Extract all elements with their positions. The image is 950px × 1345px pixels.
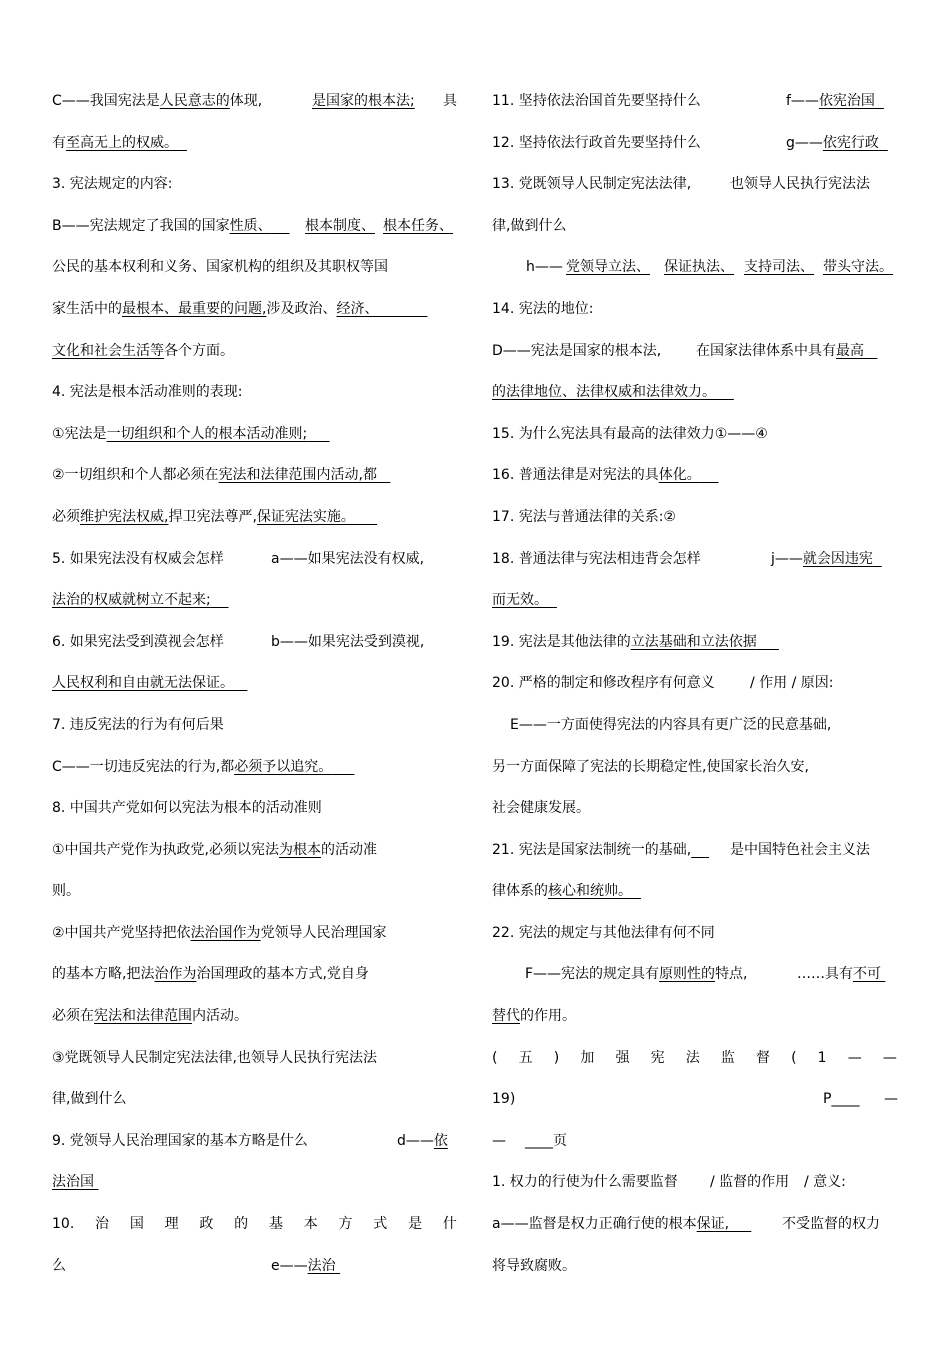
text: 律体系的 (492, 883, 548, 900)
text-line (492, 591, 897, 633)
question-heading (492, 300, 897, 342)
text: 体现, (229, 93, 263, 109)
text: 特点, (715, 966, 748, 983)
text: F——宪法的规定具有 (525, 966, 660, 983)
text: ( (492, 1049, 498, 1066)
underlined-text: 根本制度、 (305, 217, 375, 234)
underlined-text: 核心和统帅。 (548, 883, 632, 900)
text: j—— (771, 550, 803, 567)
text: C——一切违反宪法的行为,都 (52, 758, 235, 775)
underlined-text: 法治 (307, 1257, 336, 1274)
text: 方 (338, 1216, 353, 1233)
text-line (492, 550, 897, 592)
underlined-text: 的法律地位、 (492, 384, 576, 401)
text: 是 (408, 1216, 423, 1233)
text-line (492, 383, 897, 425)
text: B——宪法规定了我国的国家 (52, 217, 230, 234)
text: 12. 坚持依法行政首先要坚持什么 (492, 134, 701, 151)
answer (786, 134, 888, 152)
text: ……具有 (797, 966, 853, 983)
text: 监 (720, 1049, 735, 1066)
text: 必须 (52, 508, 80, 525)
text: 8. 中国共产党如何以宪法为根本的活动准则 (52, 800, 322, 817)
text: h—— (526, 259, 563, 276)
text-line (52, 965, 457, 1007)
text: ③党既领导人民制定宪法法律,也领导人民执行宪法法 (52, 1049, 377, 1066)
text: 3. 宪法规定的内容: (52, 176, 173, 193)
text-line (52, 466, 457, 508)
text: 在国家法律体系中具有 (696, 342, 836, 359)
text: 的活动准 (321, 841, 378, 858)
right-column (492, 92, 897, 1298)
underlined-text: 治作为 (154, 966, 197, 983)
question-heading (52, 799, 457, 841)
text: 加 (580, 1049, 595, 1066)
text: b——如果宪法受到漠视, (271, 633, 425, 650)
text: 的基本方略,把法 (52, 966, 155, 983)
text: 治国理政的基本方式,党自身 (196, 966, 369, 983)
text: 式 (373, 1216, 388, 1233)
text: 15. 为什么宪法具有最高的法律效力①——④ (492, 425, 768, 442)
text: 20. 严格的制定和修改程序有何意义 (492, 675, 715, 692)
text-line (492, 92, 897, 134)
text-segment (797, 965, 885, 983)
underlined-text: 法治国作为 (190, 924, 261, 941)
text: — (492, 1132, 506, 1149)
underlined-text: 宪法和法律范围 (94, 1008, 192, 1025)
text: 6. 如果宪法受到漠视会怎样 (52, 633, 224, 650)
text-line (492, 882, 897, 924)
text: ①宪法是 (52, 425, 107, 442)
underlined-text: 根本任务、 (383, 217, 453, 234)
text: 理 (164, 1216, 179, 1233)
left-column (52, 92, 457, 1298)
text-line (492, 799, 897, 841)
text-line (492, 1049, 897, 1091)
text: d—— (397, 1132, 434, 1149)
underlined-text: 替代 (492, 1008, 520, 1025)
text: 10. (52, 1216, 75, 1233)
text-line (52, 841, 457, 883)
text: 1. 权力的行使为什么需要监督 (492, 1174, 678, 1191)
underlined-text: 法律权威和 (576, 384, 646, 401)
text-line (492, 1007, 897, 1049)
text-line (492, 466, 897, 508)
text: 22. 宪法的规定与其他法律有何不同 (492, 924, 715, 941)
text-line (492, 674, 897, 716)
answer (771, 550, 882, 568)
underlined-text: 党领导立法、 (566, 259, 650, 276)
text: f—— (786, 93, 819, 109)
text-line (492, 342, 897, 384)
text: 另一方面保障了宪法的长期稳定性,使国家长治久安, (492, 758, 809, 775)
underlined-text: 支持司法、 (744, 259, 814, 276)
text: 家生活中的 (52, 300, 122, 317)
text: 督 (755, 1049, 770, 1066)
text-segment (525, 965, 748, 983)
text-line (52, 758, 457, 800)
text: ____页 (525, 1132, 567, 1149)
underlined-text: 依宪治国 (818, 93, 875, 109)
text: 律,做到什么 (52, 1091, 127, 1108)
text: 公民的基本权利和义务、国家机构的组织及其职权等国 (52, 259, 388, 276)
text: ( (791, 1049, 797, 1066)
text: 律,做到什么 (492, 217, 567, 234)
text-line (52, 1257, 457, 1299)
underlined-text: 而无效。 (492, 592, 548, 609)
text-line (52, 550, 457, 592)
text-line (52, 508, 457, 550)
underlined-text: 带头守法。 (823, 259, 893, 276)
text-line (492, 841, 897, 883)
text: E——一方面使得宪法的内容具有更广泛的民意基础, (510, 716, 832, 733)
text: — (882, 1049, 897, 1066)
question-heading (492, 425, 897, 467)
text: 基 (268, 1216, 283, 1233)
underlined-text: 至高无上的权威。 (66, 134, 178, 151)
text: g—— (786, 134, 823, 151)
text: — (847, 1049, 862, 1066)
text: 法 (685, 1049, 700, 1066)
text: 5. 如果宪法没有权威会怎样 (52, 550, 224, 567)
text-line (52, 258, 457, 300)
text-line (52, 342, 457, 384)
underlined-text: 保证宪法实施。 (256, 508, 355, 525)
underlined-text: 保证执法、 (664, 259, 734, 276)
text-line (52, 674, 457, 716)
question-heading (492, 924, 897, 966)
underlined-text: 性质、 (229, 217, 272, 234)
text-line (492, 758, 897, 800)
text-line (52, 633, 457, 675)
text-line (52, 217, 457, 259)
text: 涉及政治、 (266, 300, 337, 317)
text: 11. 坚持依法治国首先要坚持什么 (492, 93, 701, 109)
text: / 意义: (804, 1174, 846, 1191)
text: 本 (303, 1216, 318, 1233)
underlined-text: 宪法和法律范围内活动, (218, 467, 364, 484)
text: P____ (823, 1091, 860, 1108)
text: 社会健康发展。 (492, 800, 590, 817)
text: a——监督是权力正确行使的根本 (492, 1216, 697, 1233)
text: 么 (52, 1257, 66, 1274)
underlined-text: 都 (363, 467, 378, 484)
text-line (52, 1049, 457, 1091)
text: e—— (271, 1257, 308, 1274)
underlined-text: 必须予以追究。 (234, 758, 333, 775)
text: 9. 党领导人民治理国家的基本方略是什么 (52, 1132, 308, 1149)
text: 五 (518, 1049, 533, 1066)
text: a——如果宪法没有权威, (271, 550, 425, 567)
text: 19) (492, 1091, 516, 1108)
text: / 监督的作用 (710, 1174, 790, 1191)
text-line (492, 965, 897, 1007)
underlined-text: 最根本、最重要的问题, (122, 300, 267, 317)
answer (271, 1257, 340, 1275)
spaced-heading (52, 1215, 457, 1233)
text: 具 (443, 93, 457, 109)
underlined-text: 保证, (696, 1216, 730, 1233)
text-line (52, 882, 457, 924)
text: 国 (129, 1216, 144, 1233)
underlined-text: 人民权利和自由就无法保证。 (52, 675, 234, 692)
underlined-text: 最高 (836, 342, 864, 359)
underlined-text: 法治的权威就树立不起来; (52, 592, 211, 609)
text: 的 (234, 1216, 249, 1233)
text: 18. 普通法律与宪法相违背会怎样 (492, 550, 701, 567)
question-heading (52, 716, 457, 758)
underlined-text: 不可 (853, 966, 881, 983)
question-heading (52, 383, 457, 425)
section-heading (492, 1049, 897, 1067)
text-line (492, 1090, 897, 1132)
underlined-text: 是国家的根本法; (312, 93, 415, 109)
text: 不受监督的权力 (782, 1216, 880, 1233)
underlined-text: 文化和社会生活等 (52, 342, 164, 359)
underlined-text: 立法基础和立法依据 (630, 633, 757, 650)
text: 强 (615, 1049, 630, 1066)
text: ) (553, 1049, 560, 1066)
text: 捍卫宪法尊严, (168, 508, 257, 525)
underlined-text: 法治国 (52, 1174, 94, 1191)
text-segment (696, 342, 877, 360)
text-line (492, 1132, 897, 1174)
text: 19. 宪法是其他法律的 (492, 633, 631, 650)
text: ①中国共产党作为执政党,必须以宪法 (52, 841, 280, 858)
text-line (52, 1215, 457, 1257)
answer (786, 92, 884, 110)
underlined-text: 一切组织和个人的根本活动准则; (106, 425, 308, 442)
text-line (52, 134, 457, 176)
question-heading (52, 175, 457, 217)
text: ②一切组织和个人都必须在 (52, 467, 219, 484)
text: 21. 宪法是国家法制统一的基础, (492, 841, 692, 858)
text-line (492, 175, 897, 217)
underlined-text: 就会因违宪 (802, 550, 873, 567)
text: 治 (95, 1216, 110, 1233)
text-line (52, 300, 457, 342)
text-line (492, 217, 897, 259)
text: 14. 宪法的地位: (492, 300, 594, 317)
underlined-text: 原则性的 (659, 966, 716, 983)
text: 4. 宪法是根本活动准则的表现: (52, 384, 243, 401)
text-line (492, 716, 897, 758)
text: 13. 党既领导人民制定宪法法律, (492, 176, 692, 193)
text: 的作用。 (520, 1008, 576, 1025)
text-line (492, 633, 897, 675)
text: 16. 普通法律是对宪法的具 (492, 467, 659, 484)
text: 政 (199, 1216, 214, 1233)
text-line (52, 1007, 457, 1049)
text: D——宪法是国家的根本法, (492, 342, 662, 359)
underlined-text: 维护宪法权威, (80, 508, 169, 525)
underlined-text: 依 (433, 1132, 448, 1149)
text-line (52, 425, 457, 467)
underlined-text: 经济、 (336, 300, 379, 317)
text-line (492, 258, 897, 300)
text: 什 (442, 1216, 457, 1233)
text-line (492, 1215, 897, 1257)
text: 各个方面。 (164, 342, 234, 359)
question-heading (492, 508, 897, 550)
text-line (52, 92, 457, 134)
text: 党领导人民治理国家 (260, 924, 387, 941)
text: 1 (817, 1049, 827, 1066)
text-line (492, 134, 897, 176)
text: — (884, 1091, 898, 1108)
text: 必须在 (52, 1008, 94, 1025)
underlined-text: 体化。 (658, 467, 701, 484)
text-line (52, 591, 457, 633)
text-line (52, 1132, 457, 1174)
text: 宪 (650, 1049, 665, 1066)
text: 有 (52, 134, 66, 151)
text: C——我国宪法是 (52, 93, 160, 109)
text: 17. 宪法与普通法律的关系:② (492, 508, 676, 525)
answer (397, 1132, 448, 1150)
text: 将导致腐败。 (492, 1257, 576, 1274)
text-line (52, 1090, 457, 1132)
underlined-text: 为根本 (279, 841, 322, 858)
underlined-text: 依宪行政 (822, 134, 879, 151)
text: 则。 (52, 883, 80, 900)
underlined-text: 法律效力。 (646, 384, 716, 401)
text-line (492, 1257, 897, 1299)
underlined-text: 人民意志的 (159, 93, 230, 109)
text: 内活动。 (192, 1008, 248, 1025)
text: / 作用 / 原因: (750, 675, 834, 692)
text-line (492, 1173, 897, 1215)
text-line (52, 924, 457, 966)
text: 也领导人民执行宪法法 (730, 176, 870, 193)
text: 7. 违反宪法的行为有何后果 (52, 716, 224, 733)
text-line (52, 1173, 457, 1215)
text: 是中国特色社会主义法 (730, 841, 870, 858)
text: ②中国共产党坚持把依 (52, 924, 191, 941)
